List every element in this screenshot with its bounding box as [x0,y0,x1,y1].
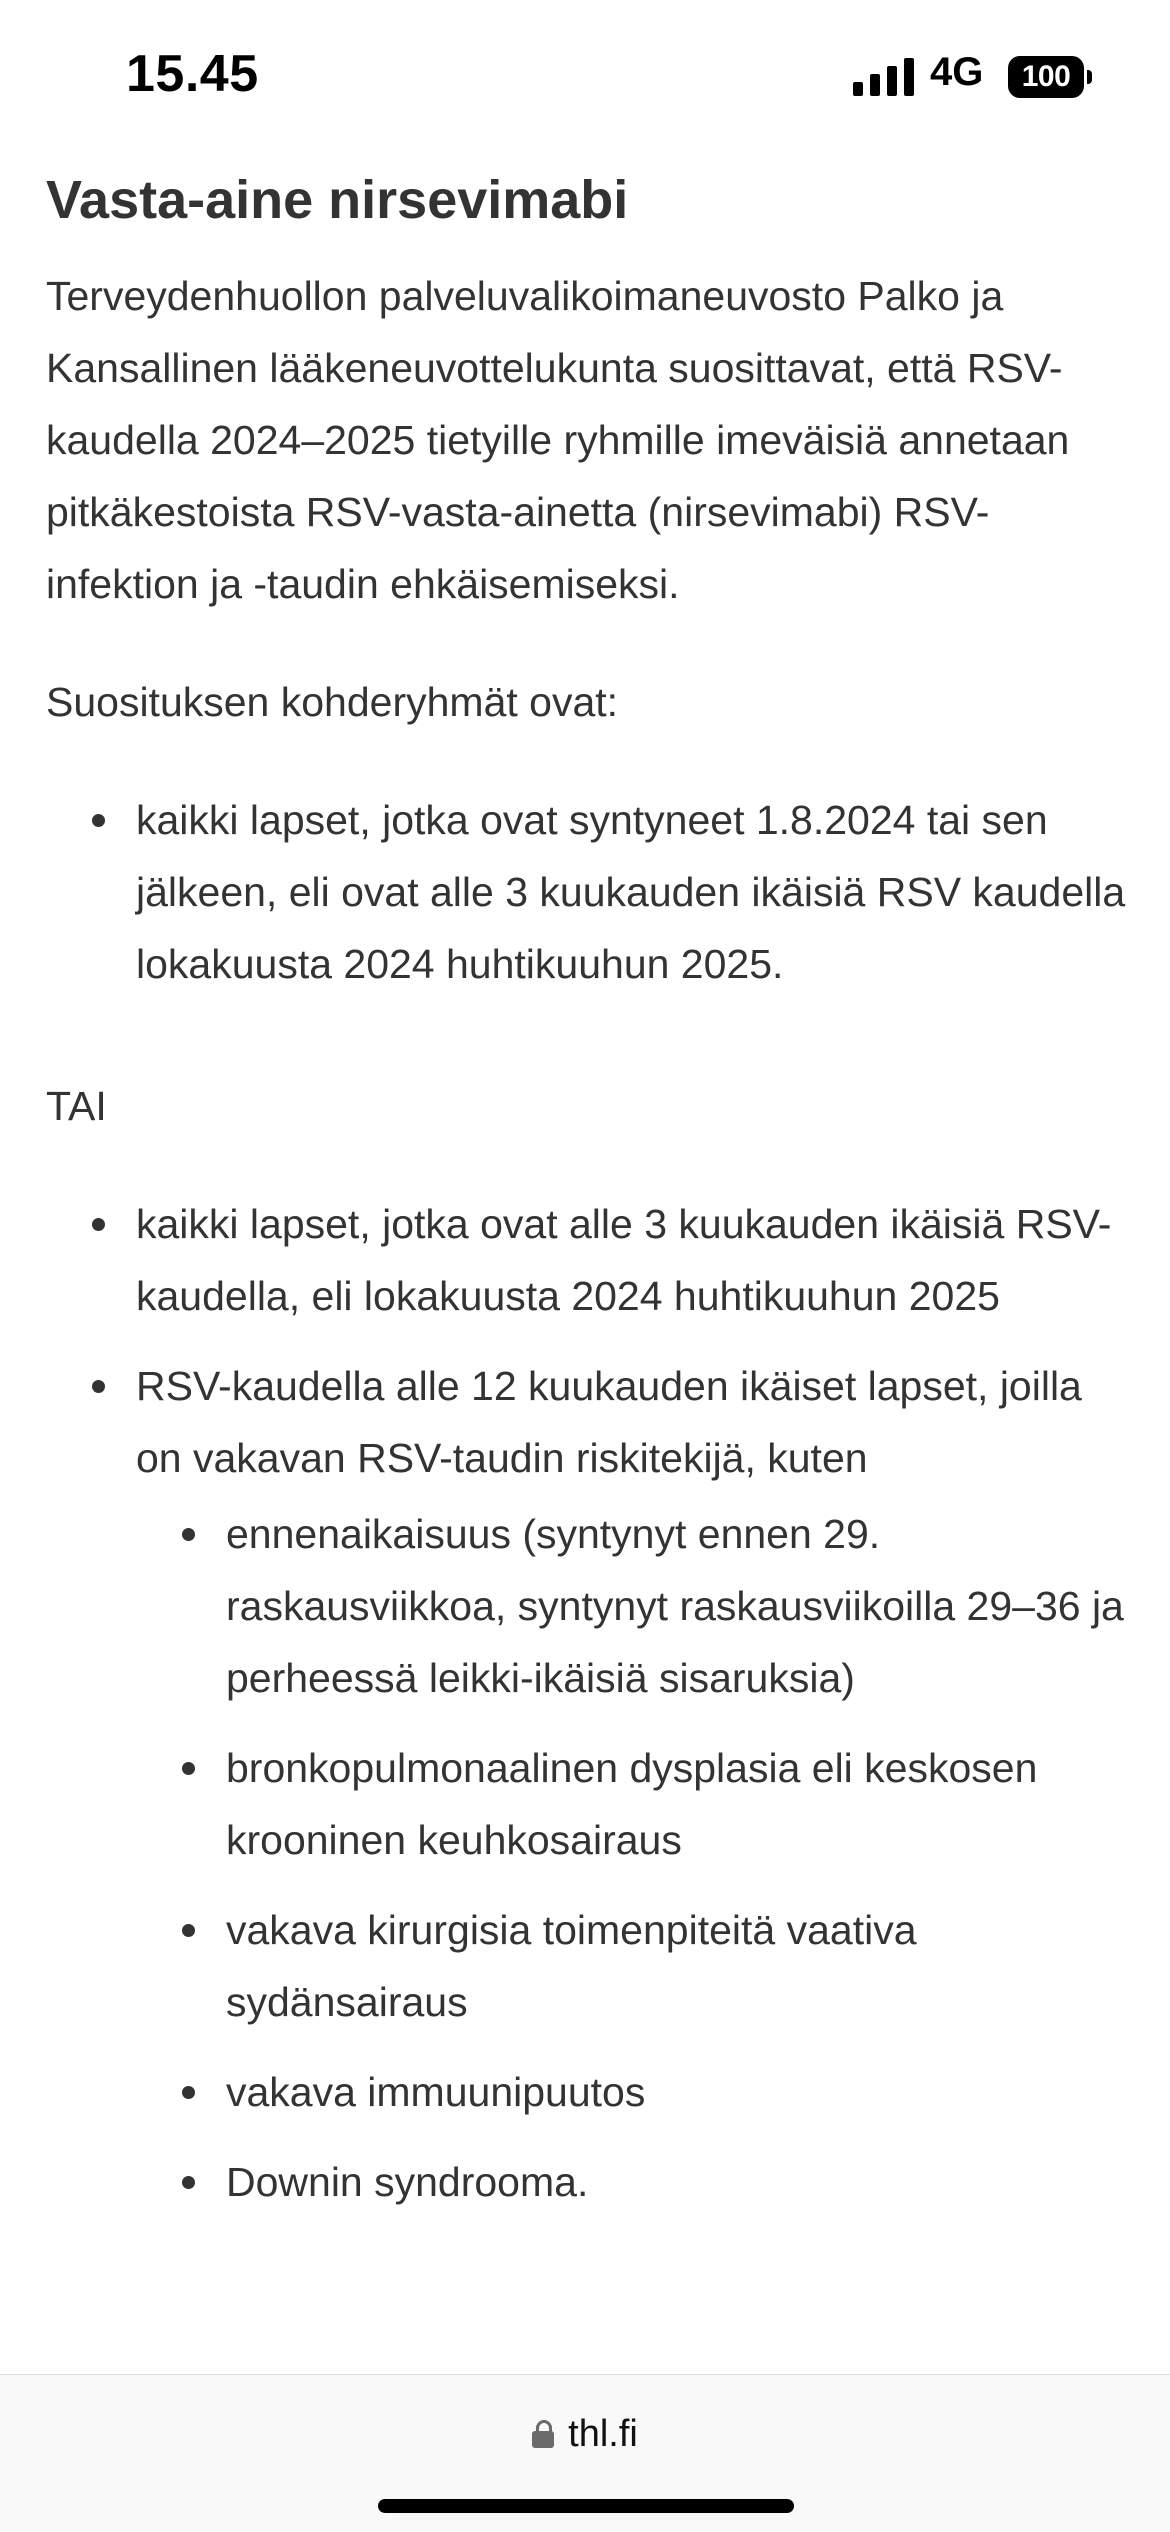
network-type: 4G [930,50,984,94]
article [46,150,1136,2236]
bullet-icon [92,814,105,827]
home-indicator[interactable] [378,2499,794,2513]
cellular-signal-icon [853,58,915,96]
list-item-text: kaikki lapset, jotka ovat syntyneet 1.8.2024 tai sen jälkeen, eli ovat alle 3 kuukauden ikäisiä RSV kaudella lokakuusta 2024 huhtikuuhun 2025. [136,797,1126,987]
browser-bottom-bar [0,2374,1170,2532]
risk-factor-item [226,2146,1136,2218]
risk-factor-text: bronkopulmonaalinen dysplasia eli keskosen krooninen keuhkosairaus [226,1745,1038,1863]
list-item [136,784,1136,1000]
risk-factor-text: vakava immuunipuutos [226,2069,646,2115]
bullet-icon [182,2176,195,2189]
bullet-icon [92,1218,105,1231]
risk-factor-text: Downin syndrooma. [226,2159,589,2205]
target-group-list-two [46,1188,1136,2218]
battery-icon [1008,56,1092,98]
page-title: Vasta-aine nirsevimabi [46,170,629,230]
risk-factor-text: vakava kirurgisia toimenpiteitä vaativa sydänsairaus [226,1907,917,2025]
list-item [136,1350,1136,2218]
status-time: 15.45 [126,45,259,103]
url-text[interactable]: thl.fi [568,2413,638,2455]
target-group-list-one [46,784,1136,1000]
address-bar[interactable] [0,2413,1170,2456]
list-item-text: RSV-kaudella alle 12 kuukauden ikäiset lapset, joilla on vakavan RSV-taudin riskitekijä, kuten [136,1363,1082,1481]
intro-paragraph: Terveydenhuollon palveluvalikoimaneuvosto Palko ja Kansallinen lääkeneuvottelukunta suosittavat, että RSV-kaudella 2024–2025 tietyille ryhmille imeväisiä annetaan pitkäkestoista RSV-vasta-ainetta (nirsevimabi) RSV-infektion ja -taudin ehkäisemiseksi. [46,273,1070,607]
bullet-icon [182,1528,195,1541]
risk-factor-item [226,1498,1136,1714]
risk-factor-item [226,1732,1136,1876]
risk-factor-text: ennenaikaisuus (syntynyt ennen 29. raskausviikkoa, syntynyt raskausviikoilla 29–36 ja perheessä leikki-ikäisiä sisaruksia) [226,1511,1124,1701]
bullet-icon [182,1762,195,1775]
bullet-icon [182,1924,195,1937]
bullet-icon [182,2086,195,2099]
lock-icon [532,2420,554,2448]
list-item-text: kaikki lapset, jotka ovat alle 3 kuukauden ikäisiä RSV-kaudella, eli lokakuusta 2024 huhtikuuhun 2025 [136,1201,1112,1319]
bullet-icon [92,1380,105,1393]
target-groups-intro: Suosituksen kohderyhmät ovat: [46,679,619,725]
risk-factor-item [226,2056,1136,2128]
list-item [136,1188,1136,1332]
status-bar [0,0,1170,150]
battery-level: 100 [1008,56,1084,98]
or-label: TAI [46,1083,107,1129]
risk-factor-item [226,1894,1136,2038]
risk-factor-list [136,1498,1136,2218]
